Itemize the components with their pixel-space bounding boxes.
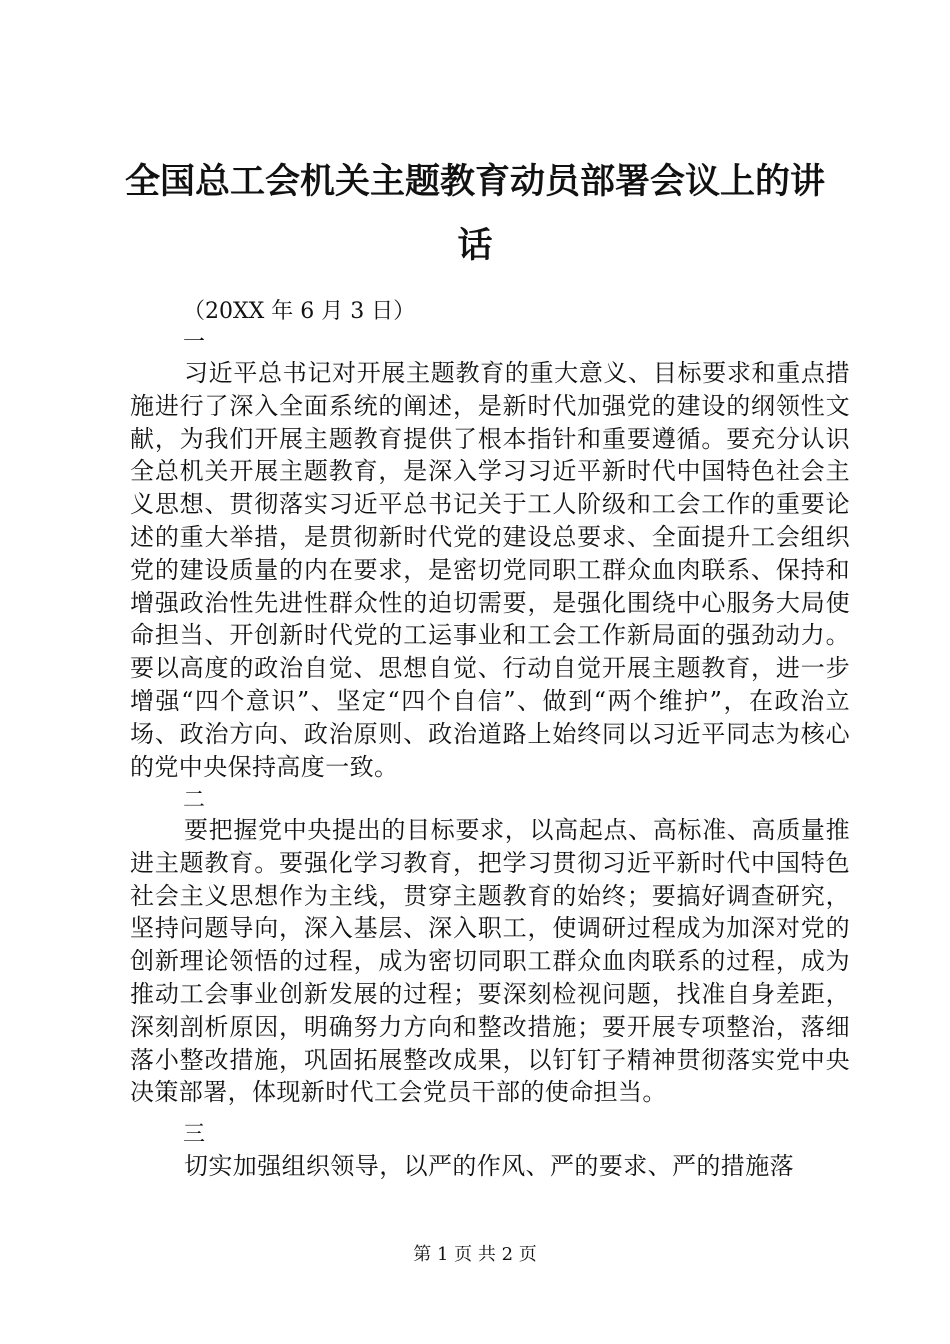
section-paragraph-2: 要把握党中央提出的目标要求，以高起点、高标准、高质量推进主题教育。要强化学习教育，把学习贯彻习近平新时代中国特色社会主义思想作为主线，贯穿主题教育的始终；要搞好调查研究，坚持问题导向，深入基层、深入职工，使调研过程成为加深对党的创新理论领悟的过程，成为密切同职工群众血肉联系的过程，成为推动工会事业创新发展的过程；要深刻检视问题，找准自身差距，深刻剖析原因，明确努力方向和整改措施；要开展专项整治，落细落小整改措施，巩固拓展整改成果，以钉钉子精神贯彻落实党中央决策部署，体现新时代工会党员干部的使命担当。 bbox=[130, 816, 850, 1107]
section-paragraph-1: 习近平总书记对开展主题教育的重大意义、目标要求和重点措施进行了深入全面系统的阐述，是新时代加强党的建设的纲领性文献，为我们开展主题教育提供了根本指针和重要遵循。要充分认识全总机关开展主题教育，是深入学习习近平新时代中国特色社会主义思想、贯彻落实习近平总书记关于工人阶级和工会工作的重要论述的重大举措，是贯彻新时代党的建设总要求、全面提升工会组织党的建设质量的内在要求，是密切党同职工群众血肉联系、保持和增强政治性先进性群众性的迫切需要，是强化围绕中心服务大局使命担当、开创新时代党的工运事业和工会工作新局面的强劲动力。要以高度的政治自觉、思想自觉、行动自觉开展主题教育，进一步增强“四个意识”、坚定“四个自信”、做到“两个维护”，在政治立场、政治方向、政治原则、政治道路上始终同以习近平同志为核心的党中央保持高度一致。 bbox=[130, 359, 850, 781]
page-number-footer: 第 1 页 共 2 页 bbox=[413, 1244, 537, 1265]
section-paragraph-3: 切实加强组织领导，以严的作风、严的要求、严的措施落 bbox=[184, 1152, 794, 1180]
document-title: 全国总工会机关主题教育动员部署会议上的讲 bbox=[124, 162, 825, 202]
section-heading-2: 二 bbox=[183, 788, 206, 813]
section-heading-3: 三 bbox=[183, 1122, 206, 1147]
document-title-continued: 话 bbox=[457, 226, 493, 266]
section-heading-1: 一 bbox=[183, 330, 206, 355]
speech-date: （20XX 年 6 月 3 日） bbox=[183, 299, 416, 324]
